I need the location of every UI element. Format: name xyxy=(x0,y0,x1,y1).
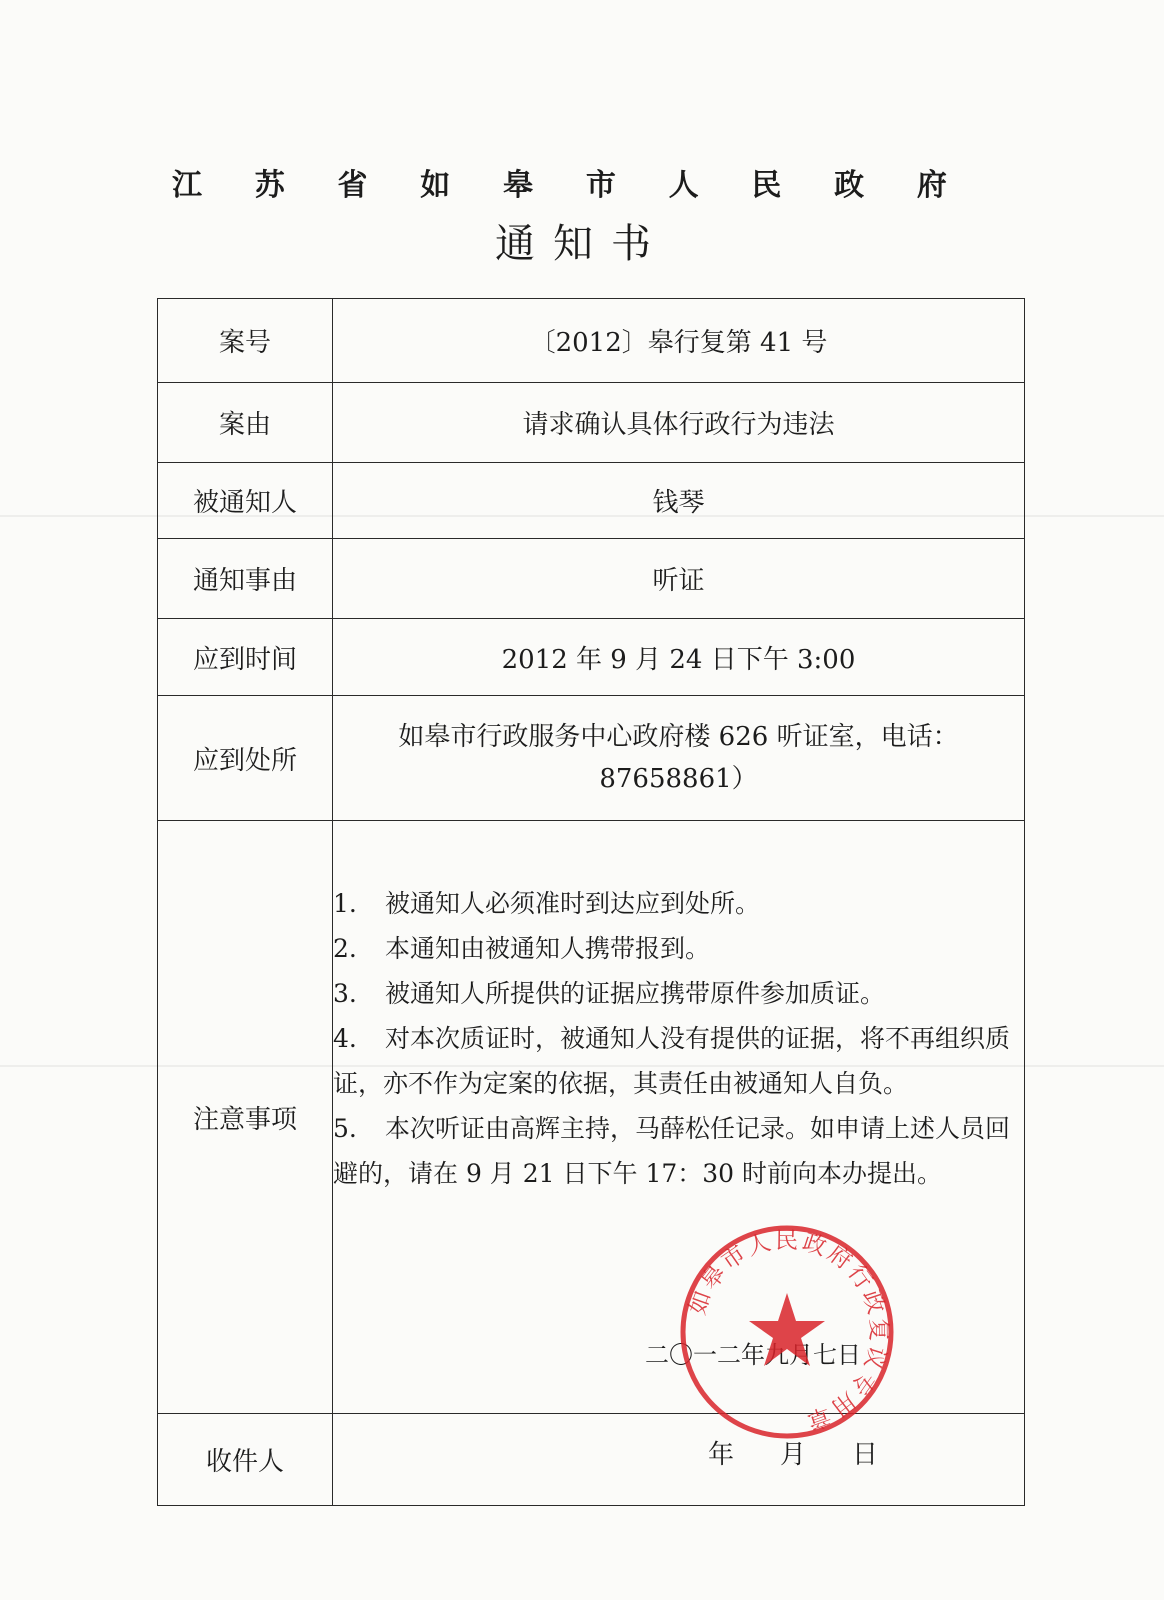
recipient-signature-area xyxy=(333,1414,1025,1506)
authority-char: 皋 xyxy=(503,168,534,203)
row-recipient xyxy=(158,1414,1025,1506)
notice-reason-value: 听证 xyxy=(333,539,1025,619)
note-number: 1. xyxy=(333,889,357,918)
note-item xyxy=(333,1016,1023,1106)
arrival-place-label: 应到处所 xyxy=(158,696,333,821)
authority-char: 省 xyxy=(337,168,368,203)
seal-text: 如皋市人民政府行政复议专用章 xyxy=(684,1227,892,1435)
receipt-date xyxy=(708,1434,878,1471)
notified-person-label: 被通知人 xyxy=(158,463,333,539)
note-text: 本通知由被通知人携带报到。 xyxy=(385,934,711,963)
recipient-label: 收件人 xyxy=(158,1414,333,1506)
arrival-time-label: 应到时间 xyxy=(158,619,333,696)
note-item xyxy=(333,971,1023,1016)
row-arrival-time xyxy=(158,619,1025,696)
notes-label: 注意事项 xyxy=(158,821,333,1414)
notes-list xyxy=(333,881,1023,1196)
note-item xyxy=(333,926,1023,971)
receipt-day: 日 xyxy=(852,1440,879,1470)
notice-reason-label: 通知事由 xyxy=(158,539,333,619)
notes-content xyxy=(333,821,1025,1435)
case-number-value: 〔2012〕皋行复第 41 号 xyxy=(333,299,1025,383)
arrival-place-line1: 如皋市行政服务中心政府楼 626 听证室，电话： xyxy=(398,722,959,752)
note-number: 4. xyxy=(333,1024,357,1053)
issue-date: 二〇一二年九月七日 xyxy=(645,1341,861,1369)
receipt-year: 年 xyxy=(708,1440,735,1470)
note-number: 2. xyxy=(333,934,357,963)
note-item xyxy=(333,881,1023,926)
case-cause-label: 案由 xyxy=(158,383,333,463)
row-notice-reason xyxy=(158,539,1025,619)
official-seal-icon xyxy=(678,1223,896,1441)
authority-char: 府 xyxy=(916,168,947,203)
arrival-place-line2: 87658861） xyxy=(599,764,758,794)
authority-char: 苏 xyxy=(254,168,285,203)
note-text: 本次听证由高辉主持，马薛松任记录。如申请上述人员回避的，请在 9 月 21 日下午 17：30 时前向本办提出。 xyxy=(333,1114,1011,1188)
authority-char: 市 xyxy=(585,168,616,203)
document-title: 通知书 xyxy=(495,221,669,267)
note-text: 被通知人必须准时到达应到处所。 xyxy=(385,889,761,918)
authority-char: 人 xyxy=(668,168,699,203)
row-arrival-place xyxy=(158,696,1025,821)
case-cause-value: 请求确认具体行政行为违法 xyxy=(333,383,1025,463)
issuing-authority xyxy=(172,160,947,204)
note-text: 对本次质证时，被通知人没有提供的证据，将不再组织质证，亦不作为定案的依据，其责任由被通知人自负。 xyxy=(333,1024,1011,1098)
note-number: 5. xyxy=(333,1114,357,1143)
note-number: 3. xyxy=(333,979,357,1008)
note-item xyxy=(333,1106,1023,1196)
authority-char: 政 xyxy=(834,168,865,203)
authority-char: 如 xyxy=(420,168,451,203)
row-case-number xyxy=(158,299,1025,383)
case-number-label: 案号 xyxy=(158,299,333,383)
notified-person-value: 钱琴 xyxy=(333,463,1025,539)
row-notes xyxy=(158,821,1025,1414)
receipt-month: 月 xyxy=(780,1440,807,1470)
note-text: 被通知人所提供的证据应携带原件参加质证。 xyxy=(385,979,886,1008)
notice-table xyxy=(157,298,1025,1506)
arrival-place-value xyxy=(333,696,1025,821)
row-case-cause xyxy=(158,383,1025,463)
arrival-time-value: 2012 年 9 月 24 日下午 3:00 xyxy=(333,619,1025,696)
authority-char: 江 xyxy=(172,168,202,203)
row-notified-person xyxy=(158,463,1025,539)
authority-char: 民 xyxy=(751,168,782,203)
